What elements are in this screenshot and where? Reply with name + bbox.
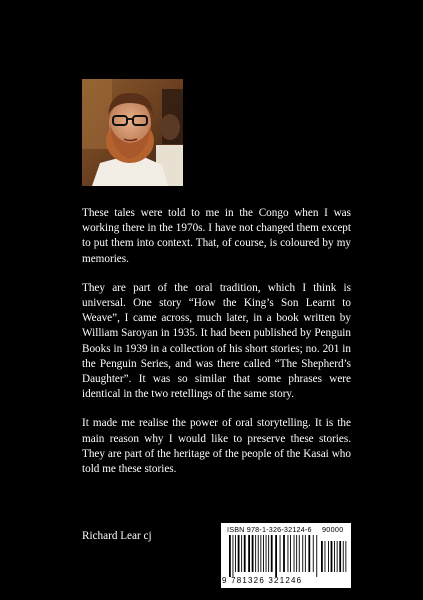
barcode-bar bbox=[294, 535, 295, 572]
barcode-bar bbox=[331, 541, 333, 572]
barcode-bars bbox=[229, 535, 319, 577]
barcode-bar bbox=[308, 535, 310, 572]
barcode-bar bbox=[345, 541, 346, 572]
barcode-bar bbox=[337, 541, 338, 572]
barcode-bar bbox=[244, 535, 246, 572]
barcode-bar bbox=[328, 541, 329, 572]
blurb-paragraph-3: It made me realise the power of oral storytelling. It is the main reason why I would like to preserve these stories. They are part of the heritage of the people of the Kasai who told me these stories. bbox=[82, 417, 351, 476]
barcode-bar bbox=[321, 541, 323, 572]
barcode-bar bbox=[296, 535, 297, 572]
barcode-bar bbox=[271, 535, 273, 572]
ean-digits: 9 781326 321246 bbox=[222, 576, 303, 585]
barcode-bar bbox=[280, 535, 281, 572]
addon-barcode-bars bbox=[321, 541, 347, 577]
blurb-paragraph-2: They are part of the oral tradition, which I think is universal. One story “How the King’s Son Learnt to Weave”, I came across, much later, in a book written by William Saroyan in 1935. It had been published by Penguin Books in 1939 in a collection of his short stories; no. 201 in the Penguin Series, and was there called “The Shepherd’s Daughter”. It was so similar that some phrases were identical in the two retellings of the same story. bbox=[82, 281, 351, 401]
barcode-bar bbox=[275, 535, 277, 577]
barcode-bar bbox=[283, 535, 285, 572]
barcode-bar bbox=[266, 535, 267, 572]
barcode-bar bbox=[233, 535, 234, 577]
barcode-bar bbox=[343, 541, 344, 572]
isbn-barcode bbox=[221, 523, 351, 588]
barcode-bar bbox=[238, 535, 240, 572]
barcode-bar bbox=[241, 535, 242, 572]
barcode-bar bbox=[229, 535, 231, 577]
isbn-number: ISBN 978-1-326-32124-6 bbox=[227, 525, 312, 534]
barcode-bar bbox=[255, 535, 256, 572]
price-code: 90000 bbox=[322, 525, 344, 534]
barcode-bar bbox=[288, 535, 289, 572]
barcode-bar bbox=[334, 541, 335, 572]
barcode-bar bbox=[260, 535, 261, 572]
author-photo bbox=[82, 79, 183, 186]
barcode-bar bbox=[268, 535, 269, 572]
blurb-paragraph-1: These tales were told to me in the Congo when I was working there in the 1970s. I have not changed them except to put them into context. That, of course, is coloured by my memories. bbox=[82, 207, 351, 265]
barcode-bar bbox=[339, 541, 341, 572]
barcode-bar bbox=[235, 535, 236, 572]
barcode-bar bbox=[299, 535, 300, 572]
barcode-bar bbox=[290, 535, 291, 572]
barcode-bar bbox=[316, 535, 317, 577]
barcode-bar bbox=[258, 535, 259, 572]
blurb-text bbox=[82, 206, 351, 491]
barcode-bar bbox=[252, 535, 254, 572]
barcode-bar bbox=[325, 541, 326, 572]
barcode-bar bbox=[263, 535, 264, 572]
barcode-bar bbox=[248, 535, 250, 572]
author-signature: Richard Lear cj bbox=[82, 530, 152, 542]
barcode-bar bbox=[313, 535, 314, 572]
barcode-bar bbox=[302, 535, 303, 572]
barcode-bar bbox=[305, 535, 306, 572]
